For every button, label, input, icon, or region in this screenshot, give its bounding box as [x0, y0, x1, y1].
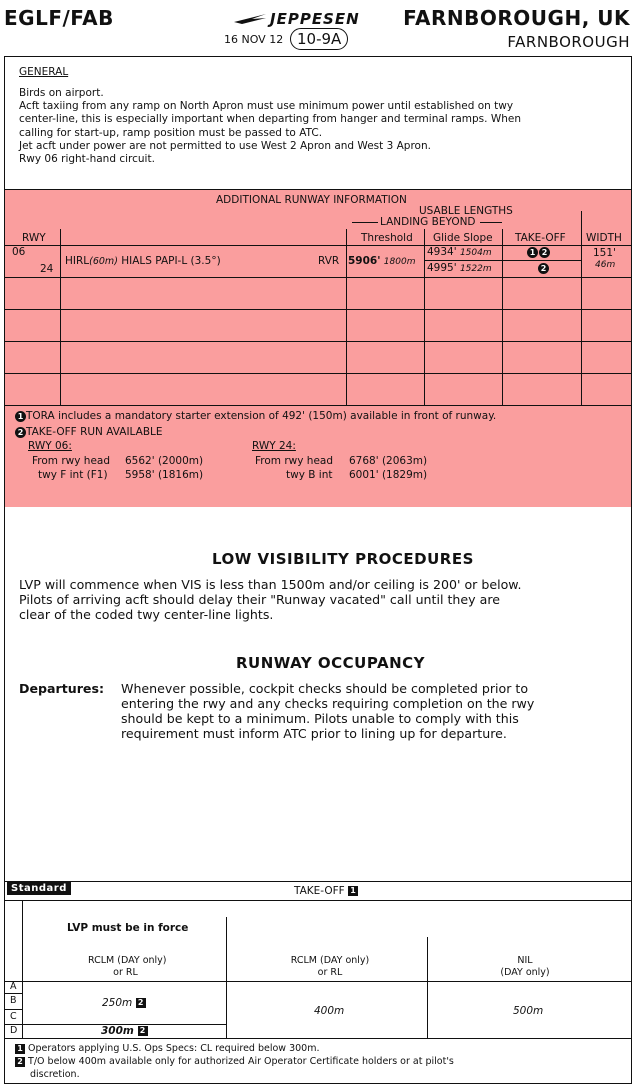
chart-date: 16 NOV 12 — [224, 33, 284, 46]
col3-condition-b: (DAY only) — [500, 967, 550, 978]
occupancy-line: should be kept to a minimum. Pilots unable to comply with this — [121, 711, 519, 726]
category-line — [5, 993, 22, 994]
occupancy-text — [121, 681, 534, 741]
col-line — [346, 229, 347, 405]
general-line: Acft taxiing from any ramp on North Apron must use minimum power until established on twy — [19, 100, 514, 113]
rvr-label: RVR — [318, 255, 340, 267]
occupancy-title: RUNWAY OCCUPANCY — [236, 654, 426, 672]
min-d-lvp — [101, 1025, 148, 1037]
bracket-line — [352, 222, 378, 223]
jeppesen-logo — [232, 10, 376, 28]
glide-06 — [427, 246, 492, 258]
runway-24: 24 — [40, 263, 54, 275]
city-country: FARNBOROUGH, UK — [403, 6, 630, 30]
tora-rwy06-value1: 6562' (2000m) — [125, 455, 204, 467]
occupancy-line: requirement must inform ATC prior to lining up for departure. — [121, 726, 507, 741]
col-rwy: RWY — [22, 232, 46, 244]
lighting-hirl-spacing: (60m) — [89, 256, 118, 267]
takeoff-06-notes — [527, 246, 550, 258]
lvp-line: LVP will commence when VIS is less than 1500m and/or ceiling is 200' or below. — [19, 577, 522, 592]
row-line — [5, 341, 631, 342]
glide-24 — [427, 262, 492, 274]
threshold-ft: 5906' — [348, 255, 381, 267]
footnote-2-text: T/O below 400m available only for authorized Air Operator Certificate holders or at pilot's — [28, 1056, 454, 1067]
category-b: B — [10, 995, 17, 1006]
general-line: Birds on airport. — [19, 87, 104, 99]
note-marker: 2 — [15, 427, 26, 438]
lvp-line: clear of the coded twy center-line lights. — [19, 607, 274, 622]
note-marker: 2 — [538, 263, 549, 274]
col-line — [502, 229, 503, 405]
col2-condition-b: or RL — [317, 967, 343, 978]
note-marker: 1 — [348, 886, 358, 896]
tora-rwy06-label2: twy F int (F1) — [38, 469, 108, 481]
glide-24-ft: 4995' — [427, 262, 457, 274]
tora-rwy24-value1: 6768' (2063m) — [349, 455, 428, 467]
lighting-hirl: HIRL — [65, 255, 90, 267]
standard-label: Standard — [7, 882, 71, 895]
occupancy-line: Whenever possible, cockpit checks should be completed prior to — [121, 681, 529, 696]
minimums-line — [5, 900, 631, 901]
note-marker: 2 — [136, 998, 146, 1008]
category-d: D — [10, 1025, 18, 1036]
min-abc-lvp — [102, 997, 146, 1009]
brand-name: JEPPESEN — [270, 10, 360, 28]
category-c: C — [10, 1011, 17, 1022]
footnote-2 — [15, 1056, 454, 1067]
lvp-line: Pilots of arriving acft should delay their "Runway vacated" call until they are — [19, 592, 500, 607]
tora-rwy24-label2: twy B int — [286, 469, 333, 481]
tora-rwy06-value2: 5958' (1816m) — [125, 469, 204, 481]
lighting-approach: HIALS PAPI-L (3.5°) — [121, 255, 221, 267]
minimums-line — [5, 1038, 631, 1039]
minimums-line — [5, 981, 631, 982]
col-takeoff: TAKE-OFF — [515, 232, 566, 244]
note-marker: 1 — [527, 247, 538, 258]
runway-note-1 — [15, 410, 496, 422]
general-line: center-line, this is especially important when departing from hanger and terminal ramps. When — [19, 113, 521, 126]
footnote-1-text: Operators applying U.S. Ops Specs: CL required below 300m. — [28, 1043, 320, 1054]
occupancy-line: entering the rwy and any checks requiring completion on the rwy — [121, 696, 535, 711]
airport-code: EGLF/FAB — [4, 6, 114, 30]
airport-name: FARNBOROUGH — [507, 33, 630, 51]
note-marker: 2 — [539, 247, 550, 258]
note-marker: 2 — [138, 1026, 148, 1036]
runway-info-title: ADDITIONAL RUNWAY INFORMATION — [216, 194, 407, 206]
note-2-text: TAKE-OFF RUN AVAILABLE — [26, 426, 163, 438]
min-rclm-value: 400m — [314, 1005, 345, 1017]
note-marker: 2 — [15, 1057, 25, 1067]
runway-info-table — [5, 189, 631, 507]
departures-label: Departures: — [19, 681, 104, 696]
general-text — [19, 87, 521, 166]
row-line — [5, 405, 631, 406]
tora-rwy24-label1: From rwy head — [255, 455, 334, 467]
jeppesen-logo-icon — [232, 12, 268, 26]
minimums-col-line — [427, 937, 428, 1038]
threshold-m: 1800m — [383, 257, 416, 267]
min-nil-value: 500m — [513, 1005, 544, 1017]
col-line — [424, 229, 425, 405]
takeoff-minimums-label — [294, 885, 358, 897]
table-border — [5, 189, 631, 190]
footnote-2-cont: discretion. — [30, 1069, 80, 1080]
width-m: 46m — [595, 260, 616, 270]
tora-rwy24-value2: 6001' (1829m) — [349, 469, 428, 481]
lighting-info — [65, 255, 221, 267]
general-heading: GENERAL — [19, 66, 69, 78]
tora-rwy06-heading: RWY 06: — [28, 440, 72, 452]
takeoff-label-text: TAKE-OFF — [294, 885, 345, 897]
col-glide-slope: Glide Slope — [433, 232, 493, 244]
col-line — [60, 229, 61, 405]
lvp-text — [19, 577, 521, 622]
bracket-line — [480, 222, 502, 223]
page-id: 10-9A — [290, 28, 348, 50]
row-line — [5, 373, 631, 374]
lvp-in-force-label: LVP must be in force — [67, 922, 189, 934]
general-line: Jet acft under power are not permitted to use West 2 Apron and West 3 Apron. — [19, 139, 431, 152]
glide-06-ft: 4934' — [427, 246, 457, 258]
min-abc-value: 250m — [102, 997, 133, 1009]
minimums-col-line — [226, 917, 227, 1038]
glide-24-m: 1522m — [459, 264, 492, 274]
row-split — [425, 260, 581, 261]
row-line — [5, 277, 631, 278]
col-width: WIDTH — [586, 232, 622, 244]
landing-beyond-label: LANDING BEYOND — [380, 216, 476, 228]
runway-note-2 — [15, 426, 163, 438]
general-line: calling for start-up, ramp position must be passed to ATC. — [19, 126, 323, 139]
col-threshold: Threshold — [361, 232, 413, 244]
note-marker: 1 — [15, 1044, 25, 1054]
tora-rwy06-label1: From rwy head — [32, 455, 111, 467]
lvp-title: LOW VISIBILITY PROCEDURES — [212, 550, 474, 568]
col1-condition-b: or RL — [113, 967, 138, 978]
footnote-1 — [15, 1043, 320, 1054]
category-a: A — [10, 981, 17, 992]
width-ft: 151' — [593, 247, 616, 259]
takeoff-24-notes — [538, 262, 549, 274]
tora-rwy24-heading: RWY 24: — [252, 440, 296, 452]
threshold-length — [348, 255, 415, 267]
minimums-col-line — [22, 900, 23, 1038]
minimums-top-border — [5, 881, 631, 882]
category-line — [5, 1009, 22, 1010]
usable-lengths-label: USABLE LENGTHS — [419, 205, 513, 217]
glide-06-m: 1504m — [459, 248, 492, 258]
general-line: Rwy 06 right-hand circuit. — [19, 153, 155, 166]
row-line — [5, 309, 631, 310]
col-line — [581, 211, 582, 405]
note-marker: 1 — [15, 411, 26, 422]
note-1-text: TORA includes a mandatory starter extension of 492' (150m) available in front of runway. — [26, 410, 497, 422]
col2-condition-a: RCLM (DAY only) — [290, 955, 370, 966]
col3-condition-a: NIL — [517, 955, 533, 966]
col1-condition-a: RCLM (DAY only) — [88, 955, 167, 966]
min-d-value: 300m — [101, 1025, 134, 1037]
runway-06: 06 — [12, 246, 26, 258]
